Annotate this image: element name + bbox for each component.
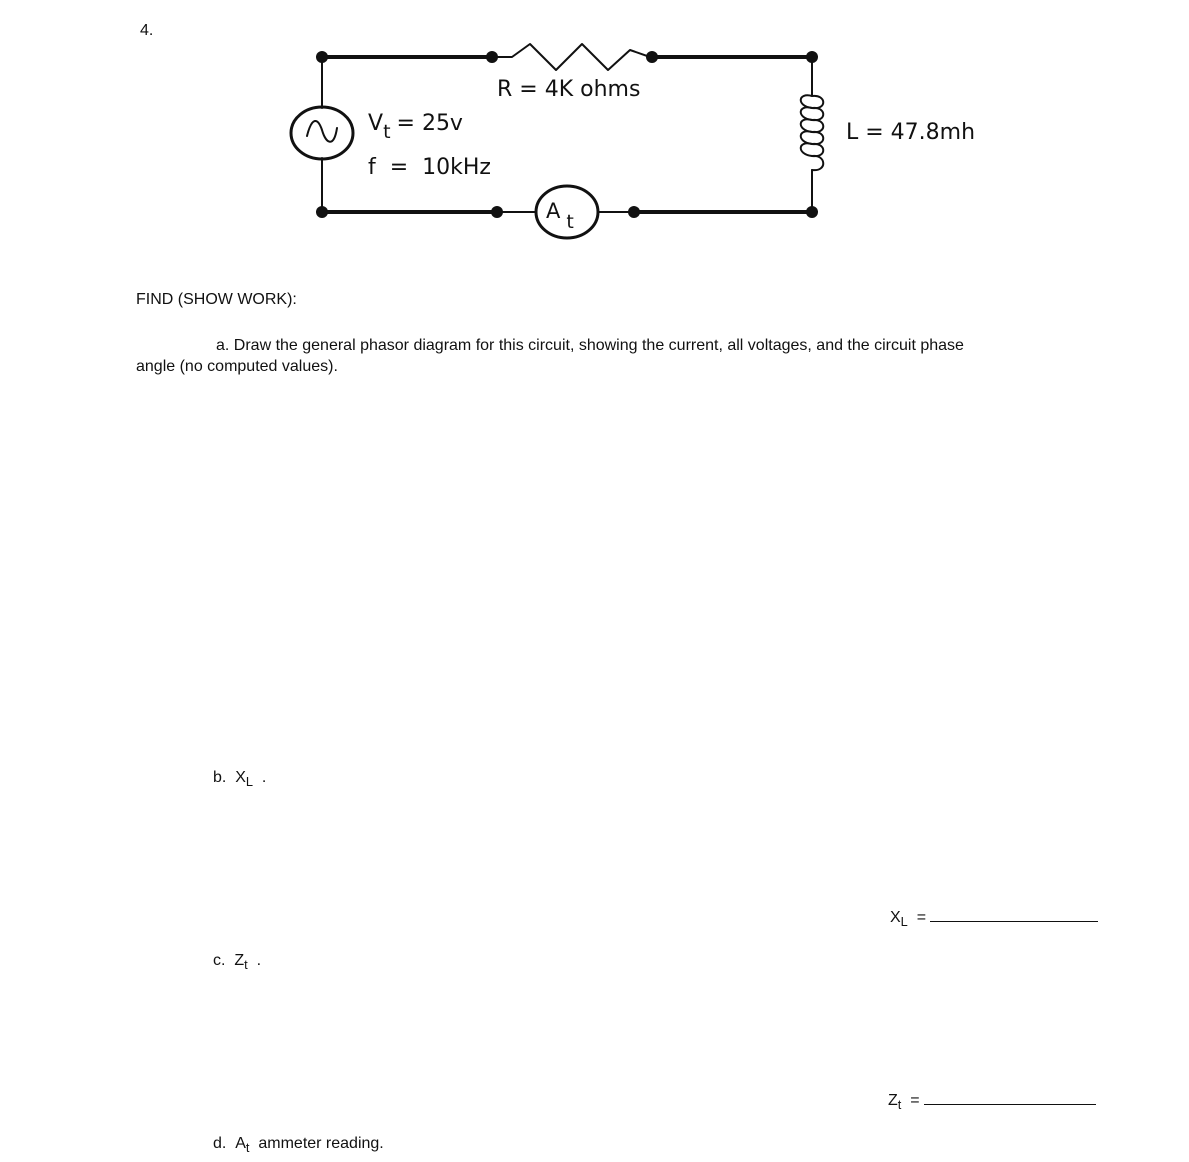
find-heading: FIND (SHOW WORK): bbox=[136, 291, 297, 308]
answer-xl-line[interactable]: $X_L$ = bbox=[890, 907, 1098, 927]
sine-wave-icon bbox=[307, 121, 337, 142]
node-top-resistor-right bbox=[646, 51, 658, 63]
inductor-label: L = 47.8mh bbox=[846, 120, 976, 145]
node-top-resistor-left bbox=[486, 51, 498, 63]
node-bottom-ammeter-left bbox=[491, 206, 503, 218]
answer-zt-blank[interactable] bbox=[924, 1090, 1096, 1105]
node-bottom-left bbox=[316, 206, 328, 218]
node-bottom-ammeter-right bbox=[628, 206, 640, 218]
inductor-symbol bbox=[801, 95, 824, 170]
frequency-label: f = 10kHz bbox=[368, 155, 491, 180]
part-b-label: b. $X_L$ . bbox=[213, 769, 267, 790]
part-d-label: d. $A_t$ ammeter reading. bbox=[213, 1135, 384, 1156]
part-a-instruction bbox=[136, 335, 1096, 377]
source-voltage-label: Vt = 25v bbox=[368, 111, 463, 143]
resistor-symbol bbox=[492, 44, 650, 70]
node-bottom-right bbox=[806, 206, 818, 218]
question-number: 4. bbox=[140, 22, 154, 39]
node-top-left bbox=[316, 51, 328, 63]
circuit-diagram bbox=[0, 0, 1189, 300]
node-top-right bbox=[806, 51, 818, 63]
answer-xl-blank[interactable] bbox=[930, 907, 1098, 922]
part-a-line-2: angle (no computed values). bbox=[136, 358, 338, 375]
ammeter-label: A t bbox=[546, 199, 574, 233]
part-c-label: c. $Z_t$ . bbox=[213, 952, 262, 973]
answer-zt-line[interactable]: $Z_t$ = bbox=[888, 1090, 1096, 1110]
part-a-line-1: a. Draw the general phasor diagram for this circuit, showing the current, all voltages, and the circuit phase bbox=[216, 337, 964, 354]
resistor-label: R = 4K ohms bbox=[497, 77, 641, 102]
